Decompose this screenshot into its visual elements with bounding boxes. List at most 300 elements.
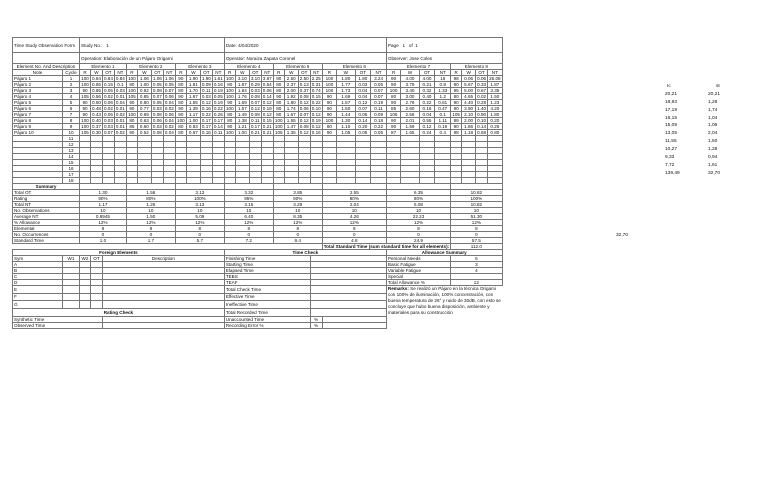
obs-cell: 3.90: [462, 106, 476, 112]
obs-cell: 100: [81, 82, 89, 87]
summary-value: 9.4: [273, 238, 322, 244]
sub-header: W: [235, 70, 249, 76]
blank-cell: [102, 301, 224, 309]
summary-value: 1.26: [126, 202, 175, 208]
obs-cell: 1.18: [462, 130, 476, 136]
obs-cell: 2.25: [311, 76, 321, 81]
obs-cell: 0.12: [262, 112, 272, 117]
obs-cell: 0.05: [152, 82, 162, 87]
obs-cell: 0.21: [419, 82, 435, 88]
allowance-value: 5: [451, 256, 502, 262]
obs-cell: 0.02: [164, 106, 174, 111]
summary-value: 10: [451, 208, 502, 214]
obs-cell: 0.12: [299, 100, 309, 105]
obs-cell: 0.92: [137, 88, 151, 94]
obs-cell: 0.21: [250, 130, 260, 135]
summary-value: 100%: [175, 196, 224, 202]
summary-value: 10: [80, 208, 127, 214]
obs-cell: 2.56: [401, 112, 419, 118]
element-header-8: Elemento 8: [451, 64, 502, 70]
blank-cell: [80, 301, 91, 309]
summary-value: 100%: [451, 196, 502, 202]
side-calculation-column: [650, 84, 760, 179]
obs-cell: 0.84: [103, 76, 113, 81]
row-cycle: 4: [63, 94, 80, 100]
obs-cell: 85: [386, 106, 400, 112]
allowance-summary-title: Allowance Summary: [386, 250, 502, 256]
obs-cell: 0.19: [262, 106, 272, 111]
side-value-b: 1,28: [708, 147, 718, 153]
obs-cell: 100: [225, 76, 234, 81]
side-row: [650, 163, 760, 171]
obs-cell: 0.22: [201, 112, 211, 117]
obs-cell: 0.74: [311, 88, 321, 93]
obs-cell: 0.05: [355, 130, 371, 136]
summary-value: 0: [224, 232, 273, 238]
obs-cell: 0.28: [477, 100, 487, 105]
obs-cell: 1.23: [488, 100, 503, 106]
sub-header: NT: [114, 70, 126, 76]
obs-cell: 0.17: [201, 124, 211, 129]
obs-cell: 0.63: [137, 118, 151, 124]
obs-cell: 3.10: [250, 76, 260, 81]
row-cycle: 6: [63, 106, 80, 112]
obs-cell: 80: [322, 124, 336, 130]
obs-cell: 1.11: [435, 118, 451, 124]
blank-cell: [80, 286, 91, 294]
study-no-label: Study No.:: [81, 42, 103, 48]
summary-value: 0: [273, 232, 322, 238]
summary-label: Standard Time: [13, 238, 80, 244]
obs-cell: 1.59: [401, 124, 419, 130]
obs-cell: 1.17: [186, 112, 200, 118]
summary-value: 8: [80, 226, 127, 232]
form-title: Time Study Observation Form: [13, 38, 80, 53]
foreign-elements-title: Foreign Elements: [13, 250, 225, 256]
obs-cell: 80: [273, 106, 284, 112]
obs-cell: 1.90: [201, 76, 211, 81]
sub-header: NT: [371, 70, 387, 76]
sub-header: NT: [212, 70, 224, 76]
study-no: [80, 38, 225, 53]
summary-value: 10: [273, 208, 322, 214]
foreign-letter: D: [13, 280, 63, 286]
obs-cell: 100: [81, 76, 89, 81]
obs-cell: 90: [451, 106, 462, 112]
obs-cell: 3.87: [262, 76, 272, 81]
obs-cell: 0.15: [103, 82, 113, 87]
time-check-title: Time Check: [224, 250, 386, 256]
obs-cell: 1.74: [284, 106, 298, 112]
foreign-letter: E: [13, 286, 63, 294]
obs-cell: 80: [224, 82, 235, 88]
summary-value: 10: [386, 208, 450, 214]
summary-value: 4.26: [322, 214, 386, 220]
obs-cell: 1.05: [337, 130, 355, 136]
summary-value: 0.8945: [80, 214, 127, 220]
obs-cell: 0.14: [355, 118, 371, 124]
obs-cell: 1.90: [186, 76, 200, 82]
time-check-item: Total Check Time: [224, 286, 310, 294]
obs-cell: 1.77: [337, 82, 355, 88]
row-cycle: 2: [63, 82, 80, 88]
obs-cell: 90: [386, 124, 400, 130]
allowance-label: Total Allowance %: [386, 280, 450, 286]
obs-cell: 0.03: [103, 124, 113, 129]
obs-cell: 0.07: [371, 88, 387, 94]
obs-cell: 0.19: [371, 100, 387, 106]
obs-cell: 2.60: [401, 106, 419, 112]
obs-cell: 0.04: [164, 100, 174, 105]
obs-cell: 100: [274, 124, 283, 129]
obs-cell: 0.37: [299, 88, 309, 93]
side-value-a: 10,27: [665, 147, 678, 153]
summary-value: 24.9: [386, 238, 450, 244]
summary-value: 2.55: [322, 190, 386, 196]
obs-cell: 0.03: [103, 118, 113, 123]
obs-cell: 1.65: [401, 130, 419, 136]
summary-value: 1.17: [80, 202, 127, 208]
obs-cell: 0.21: [262, 130, 272, 135]
summary-value: 12%: [451, 220, 502, 226]
obs-cell: 2.76: [401, 100, 419, 106]
obs-cell: 1.33: [435, 88, 451, 94]
obs-cell: 0.22: [371, 124, 387, 130]
obs-cell: 0.29: [250, 82, 260, 87]
summary-value: 5.7: [175, 238, 224, 244]
row-note: Pájaro 5: [13, 100, 63, 106]
summary-value: 8: [451, 226, 502, 232]
cycle-header: Cycle: [63, 70, 80, 76]
obs-cell: 87: [386, 130, 400, 136]
obs-cell: 90: [224, 100, 235, 106]
obs-cell: 1.50: [337, 106, 355, 112]
obs-cell: 1.57: [337, 100, 355, 106]
obs-cell: 0.11: [250, 118, 260, 123]
obs-cell: 90: [175, 112, 186, 118]
sub-header: W: [284, 70, 298, 76]
obs-cell: 1.38: [235, 118, 249, 124]
side-row: [650, 100, 760, 108]
obs-cell: 0.08: [250, 94, 260, 99]
obs-cell: 1.80: [337, 76, 355, 82]
obs-cell: 100: [322, 88, 336, 94]
summary-value: 2.04: [322, 202, 386, 208]
foreign-letter: B: [13, 268, 63, 274]
obs-cell: 0.55: [419, 118, 435, 124]
obs-cell: 0.07: [103, 130, 113, 135]
obs-cell: 1.69: [235, 100, 249, 106]
obs-cell: 0.56: [92, 94, 101, 99]
summary-value: 7.2: [224, 238, 273, 244]
side-value-a: 17,19: [665, 107, 678, 113]
obs-cell: 90: [126, 130, 137, 136]
summary-value: 80%: [322, 196, 386, 202]
summary-title: Summary: [13, 184, 80, 190]
obs-cell: 100: [177, 118, 185, 123]
obs-cell: 100: [225, 88, 234, 93]
remarks-label: Remarks:: [387, 286, 409, 291]
obs-cell: 80: [126, 82, 137, 88]
obs-cell: 0.03: [115, 88, 125, 93]
sub-header: OT: [298, 70, 310, 76]
obs-cell: 0.20: [355, 124, 371, 130]
sub-header: OT: [355, 70, 371, 76]
summary-value: 10: [224, 208, 273, 214]
obs-cell: 0.85: [92, 82, 101, 87]
obs-cell: 0.06: [355, 112, 371, 118]
summary-value: 0: [322, 232, 386, 238]
synthetic-time-label: Synthetic Time: [13, 316, 103, 322]
obs-cell: 0.61: [435, 100, 451, 106]
obs-cell: 1.92: [284, 94, 298, 100]
obs-cell: 89: [451, 118, 462, 124]
summary-label: Total OT: [13, 190, 80, 196]
obs-cell: 1.87: [235, 82, 249, 88]
obs-cell: 90: [273, 94, 284, 100]
summary-value: 12%: [126, 220, 175, 226]
obs-cell: 2.00: [462, 118, 476, 124]
obs-cell: 0.60: [137, 124, 151, 130]
side-value-b: 0,94: [708, 155, 718, 161]
obs-cell: 0.16: [419, 106, 435, 112]
obs-cell: 105: [81, 94, 89, 99]
blank-cell: [322, 322, 386, 328]
row-cycle: 3: [63, 88, 80, 94]
side-row: [650, 92, 760, 100]
obs-cell: 90: [175, 76, 186, 82]
obs-cell: 3.40: [401, 88, 419, 94]
obs-cell: 0.69: [137, 112, 151, 118]
blank-cell: [91, 301, 103, 309]
foreign-letter: C: [13, 274, 63, 280]
row-cycle: 7: [63, 112, 80, 118]
side-header: [650, 84, 760, 92]
obs-cell: 0.14: [477, 124, 487, 129]
time-check-item: Recording Error %: [224, 322, 310, 328]
time-check-item: Starting Time: [224, 262, 310, 268]
side-row: [650, 147, 760, 155]
sub-header: R: [175, 70, 186, 76]
obs-cell: 0.02: [164, 124, 174, 129]
row-note: Pájaro 6: [13, 106, 63, 112]
obs-cell: 100: [225, 106, 234, 111]
obs-cell: 90: [386, 100, 400, 106]
obs-cell: 16: [435, 76, 451, 82]
obs-cell: 4.40: [462, 100, 476, 106]
summary-value: 8.35: [273, 214, 322, 220]
obs-cell: 100: [225, 130, 234, 135]
blank-cell: [310, 308, 386, 316]
obs-cell: 0.24: [419, 130, 435, 136]
obs-cell: 0.07: [371, 94, 387, 100]
obs-cell: 0.03: [201, 94, 211, 99]
time-study-grid: [12, 37, 503, 329]
side-value-a: 16,15: [665, 115, 678, 121]
side-head-2: st: [716, 84, 720, 89]
obs-cell: 0.04: [355, 88, 371, 94]
obs-cell: 4.65: [462, 94, 476, 100]
obs-cell: 1.39: [186, 106, 200, 112]
obs-cell: 0.67: [477, 88, 487, 93]
obs-cell: 0.18: [371, 118, 387, 124]
obs-cell: 90: [126, 100, 137, 106]
blank-cell: [63, 293, 80, 301]
operator-field: Operator: Noraiza Zapata Coronel: [224, 53, 386, 64]
page-of: of: [408, 42, 413, 48]
obs-cell: 0.15: [311, 94, 321, 99]
summary-value: 57.5: [451, 238, 502, 244]
side-value-a: 139,49: [665, 170, 680, 176]
summary-value: 12%: [386, 220, 450, 226]
obs-cell: 80: [175, 130, 186, 136]
summary-value: 4.8: [322, 238, 386, 244]
obs-cell: 1.2: [435, 94, 451, 100]
summary-value: 8: [273, 226, 322, 232]
sub-header: R: [386, 70, 400, 76]
obs-cell: 1.21: [235, 124, 249, 130]
obs-cell: 1.44: [337, 112, 355, 118]
obs-cell: 0.19: [213, 88, 223, 93]
obs-cell: 0.22: [311, 100, 321, 105]
time-study-sheet: [12, 37, 503, 329]
obs-cell: 0.04: [355, 94, 371, 100]
sub-header: W: [337, 70, 355, 76]
summary-value: 1.30: [80, 190, 127, 196]
summary-value: 10: [322, 208, 386, 214]
obs-cell: 2.01: [401, 118, 419, 124]
summary-label: Average NT: [13, 214, 80, 220]
sub-header: OT: [102, 70, 114, 76]
obs-cell: 80: [273, 112, 284, 118]
obs-cell: 0.05: [103, 112, 113, 117]
observed-time-label: Observed Time: [13, 322, 103, 328]
obs-cell: 80: [386, 94, 400, 100]
sub-header: OT: [476, 70, 488, 76]
obs-cell: 0.33: [477, 82, 487, 87]
summary-value: 1.56: [126, 190, 175, 196]
summary-value: 95%: [224, 196, 273, 202]
obs-cell: 0.08: [250, 112, 260, 117]
blank-cell: [63, 286, 80, 294]
obs-cell: 90: [386, 118, 400, 124]
sub-header: NT: [261, 70, 273, 76]
obs-cell: 0.10: [477, 118, 487, 123]
total-standard-time-value: 112.0: [451, 244, 502, 250]
obs-cell: 1.00: [137, 82, 151, 88]
obs-cell: 0.12: [311, 112, 321, 117]
obs-cell: 2.37: [284, 82, 298, 88]
obs-cell: 0.4: [435, 130, 451, 136]
foreign-letter: F: [13, 293, 63, 301]
row-cycle: 5: [63, 100, 80, 106]
allowance-value: 3: [451, 262, 502, 268]
obs-cell: 5.00: [462, 88, 476, 94]
sub-header: W: [91, 70, 103, 76]
obs-cell: 90: [322, 130, 336, 136]
blank-cell: [386, 322, 502, 328]
obs-cell: 0.12: [262, 100, 272, 105]
obs-cell: 105: [386, 112, 400, 118]
page-label: Page: [387, 42, 399, 48]
sub-header: W: [186, 70, 200, 76]
obs-cell: 3.35: [488, 88, 503, 94]
obs-cell: 0.40: [92, 118, 101, 123]
obs-cell: 0.30: [92, 130, 101, 135]
obs-cell: 1.80: [355, 76, 371, 82]
allowance-label: Special: [386, 274, 450, 280]
row-cycle: 8: [63, 118, 80, 124]
side-row: [650, 171, 760, 179]
obs-cell: 80: [273, 88, 284, 94]
obs-cell: 0.06: [299, 106, 309, 111]
obs-cell: 90: [80, 100, 91, 106]
obs-cell: 0.03: [355, 82, 371, 88]
side-value-a: 13,05: [665, 131, 678, 137]
obs-cell: 0.06: [164, 112, 174, 117]
obs-cell: 1.73: [337, 88, 355, 94]
side-value-b: 32,70: [708, 170, 721, 176]
obs-cell: 90: [224, 124, 235, 130]
obs-cell: 0.84: [115, 76, 125, 81]
sub-header: NT: [310, 70, 322, 76]
row-cycle: 18: [63, 178, 80, 184]
obs-cell: 1.61: [213, 76, 223, 81]
allowance-value: 12: [451, 280, 502, 286]
foreign-desc-header: Description: [102, 256, 224, 262]
summary-value: 3.15: [224, 202, 273, 208]
obs-cell: 85: [126, 124, 137, 130]
time-check-item: Total Recorded Time: [224, 308, 310, 316]
obs-cell: 0.06: [164, 94, 174, 99]
obs-cell: 0.01: [115, 124, 125, 129]
side-row: [650, 108, 760, 116]
row-note: Pájaro 3: [13, 88, 63, 94]
study-no-value: 1: [106, 42, 109, 48]
obs-cell: 0.31: [311, 82, 321, 87]
obs-cell: 105: [81, 130, 89, 135]
obs-cell: 0.32: [419, 88, 435, 94]
obs-cell: 80: [451, 94, 462, 100]
summary-value: 8: [224, 226, 273, 232]
obs-cell: 0.07: [355, 106, 371, 112]
blank-cell: [91, 293, 103, 301]
obs-cell: 0.07: [299, 112, 309, 117]
obs-cell: 0.22: [213, 106, 223, 111]
obs-cell: 0.50: [92, 100, 101, 105]
obs-cell: 0.02: [477, 94, 487, 99]
obs-cell: 1.76: [235, 94, 249, 100]
obs-cell: 0.15: [262, 118, 272, 123]
obs-cell: 90: [386, 82, 400, 88]
foreign-letter: G: [13, 301, 63, 309]
obs-cell: 0.05: [371, 130, 387, 136]
row-cycle: 15: [63, 160, 80, 166]
summary-label: % Allowance: [13, 220, 80, 226]
obs-cell: 105: [274, 130, 283, 135]
obs-cell: 4.00: [419, 76, 435, 82]
element-header-7: Elemento 7: [386, 64, 450, 70]
side-value-a: 18,93: [665, 99, 678, 105]
percent-sign: %: [310, 322, 322, 328]
obs-cell: 0.80: [137, 100, 151, 106]
obs-cell: 1.50: [488, 94, 503, 100]
obs-cell: 0.09: [201, 82, 211, 87]
obs-cell: 90: [273, 76, 284, 82]
obs-cell: 0.26: [488, 124, 503, 130]
obs-cell: 80: [224, 112, 235, 118]
obs-cell: 0.09: [371, 112, 387, 118]
